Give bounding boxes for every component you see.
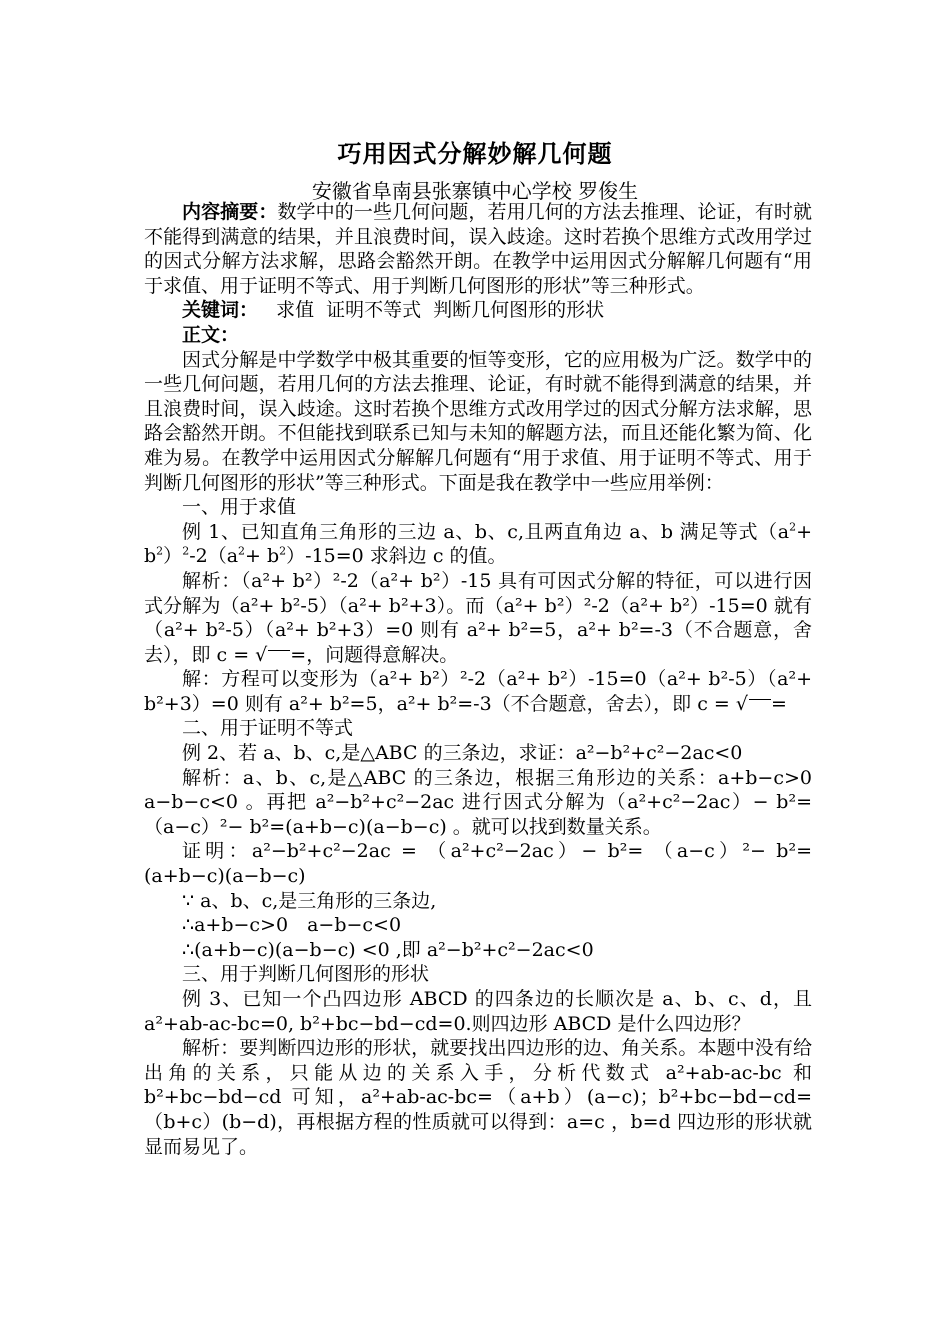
- example-2-question: 例 2、若 a、b、c,是△ABC 的三条边，求证：a²−b²+c²−2ac<0: [182, 742, 743, 765]
- keyword: 求值: [276, 299, 315, 322]
- example-1-text: + b: [245, 545, 280, 568]
- section-heading-3: 三、用于判断几何图形的形状: [182, 963, 430, 986]
- solution-text: =: [770, 692, 787, 715]
- keywords-line: [144, 298, 812, 323]
- author-line: 安徽省阜南县张寨镇中心学校 罗俊生: [311, 179, 639, 203]
- example-1-analysis: 解析：（a²+ b²）²-2（a²+ b²）-15 具有可因式分解的特征，可以进行因式分解为（a²+ b²-5）（a²+ b²+3）。而（a²+ b²）²-2（a²+ b²）-15=0 就有（a²+ b²-5）（a²+ b²+3）=0 则有 a²+ b²=5，a²+ b²=-3（不合题意，舍去），即 c = √ =，问题得意解决。: [144, 569, 812, 666]
- abstract-paragraph: [144, 200, 812, 298]
- abstract-label: 内容摘要：: [182, 201, 278, 223]
- example-1-text: 例 1、已知直角三角形的三边 a、b、c,且两直角边 a、b 满足等式（a: [182, 520, 790, 543]
- keyword: 判断几何图形的形状: [433, 299, 605, 322]
- because-line: ∵ a、b、c,是三角形的三条边,: [182, 889, 437, 912]
- example-1-text: ）: [163, 545, 183, 568]
- example-2-analysis: 解析：a、b、c,是△ABC 的三条边，根据三角形边的关系：a+b−c>0 a−b−c<0 。再把 a²−b²+c²−2ac 进行因式分解为（a²+c²−2ac）− b²= （a−c）²− b²=(a+b−c)(a−b−c) 。就可以找到数量关系。: [144, 766, 812, 838]
- sqrt-bar: [749, 699, 771, 710]
- sqrt-bar: [268, 650, 290, 661]
- keyword: 证明不等式: [326, 299, 422, 322]
- keywords-label: 关键词：: [182, 299, 259, 322]
- intro-paragraph: 因式分解是中学数学中极其重要的恒等变形，它的应用极为广泛。数学中的一些几何问题，若用几何的方法去推理、论证，有时就不能得到满意的结果，并且浪费时间，误入歧途。这时若换个思维方式改用学过的因式分解方法求解，思路会豁然开朗。不但能找到联系已知与未知的解题方法，而且还能化繁为简、化难为易。在教学中运用因式分解解几何题有“用于求值、用于证明不等式、用于判断几何图形的形状”等三种形式。下面是我在教学中一些应用举例：: [144, 348, 812, 494]
- body-label: 正文：: [182, 323, 240, 346]
- document-title: 巧用因式分解妙解几何题: [337, 139, 613, 168]
- example-2-proof: 证明：a²−b²+c²−2ac = （a²+c²−2ac）− b²= （a−c）²− b²=(a+b−c)(a−b−c): [144, 840, 812, 888]
- example-3-question: 例 3、已知一个凸四边形 ABCD 的四条边的长顺次是 a、b、c、d，且 a²+ab-ac-bc=0, b²+bc−bd−cd=0.则四边形 ABCD 是什么四边形？: [144, 988, 812, 1035]
- section-heading-2: 二、用于证明不等式: [182, 717, 354, 740]
- example-1-text: + b: [144, 520, 812, 568]
- example-1-text: ）-15=0 求斜边 c 的值。: [286, 545, 507, 568]
- example-1-text: -2（a: [189, 545, 239, 568]
- document-body: [144, 200, 812, 1159]
- example-1-solution: 解：方程可以变形为（a²+ b²）²-2（a²+ b²）-15=0（a²+ b²-5）（a²+ b²+3）=0 则有 a²+ b²=5，a²+ b²=-3（不合题意，舍去），即 c = √ =: [144, 668, 812, 715]
- analysis-text: 解析：（a²+ b²）²-2（a²+ b²）-15 具有可因式分解的特征，可以进行因式分解为（a²+ b²-5）（a²+ b²+3）。而（a²+ b²）²-2（a²+ b²）-15=0 就有（a²+ b²-5）（a²+ b²+3）=0 则有 a²+ b²=5，a²+ b²=-3（不合题意，舍去），即 c =: [144, 569, 812, 666]
- section-heading-1: 一、用于求值: [182, 496, 297, 519]
- therefore-line: ∴a+b−c>0 a−b−c<0: [182, 914, 402, 937]
- example-1-question: 例 1、已知直角三角形的三边 a、b、c,且两直角边 a、b 满足等式$(a^2+ b^2)^2-2(a^2+ b^2)-15=0$ 求斜边 c 的值。: [144, 520, 812, 568]
- analysis-text: =，问题得意解决。: [290, 643, 459, 666]
- example-3-analysis: 解析：要判断四边形的形状，就要找出四边形的边、角关系。本题中没有给出角的关系，只能从边的关系入手，分析代数式 a²+ab-ac-bc 和 b²+bc−bd−cd 可知，a²+ab-ac-bc=（a+b）(a−c)；b²+bc−bd−cd=（b+c）(b−d)，再根据方程的性质就可以得到：a=c ，b=d 四边形的形状就显而易见了。: [144, 1037, 812, 1158]
- abstract-text: 数学中的一些几何问题，若用几何的方法去推理、论证，有时就不能得到满意的结果，并且浪费时间，误入歧途。这时若换个思维方式改用学过的因式分解方法求解，思路会豁然开朗。在教学中运用因式分解解几何题有“用于求值、用于证明不等式、用于判断几何图形的形状”等三种形式。: [144, 201, 812, 297]
- solution-text: 解：方程可以变形为（a²+ b²）²-2（a²+ b²）-15=0（a²+ b²-5）（a²+ b²+3）=0 则有 a²+ b²=5，a²+ b²=-3（不合题意，舍去），即 c =: [144, 668, 812, 715]
- therefore-line: ∴(a+b−c)(a−b−c) <0 ,即 a²−b²+c²−2ac<0: [182, 938, 594, 961]
